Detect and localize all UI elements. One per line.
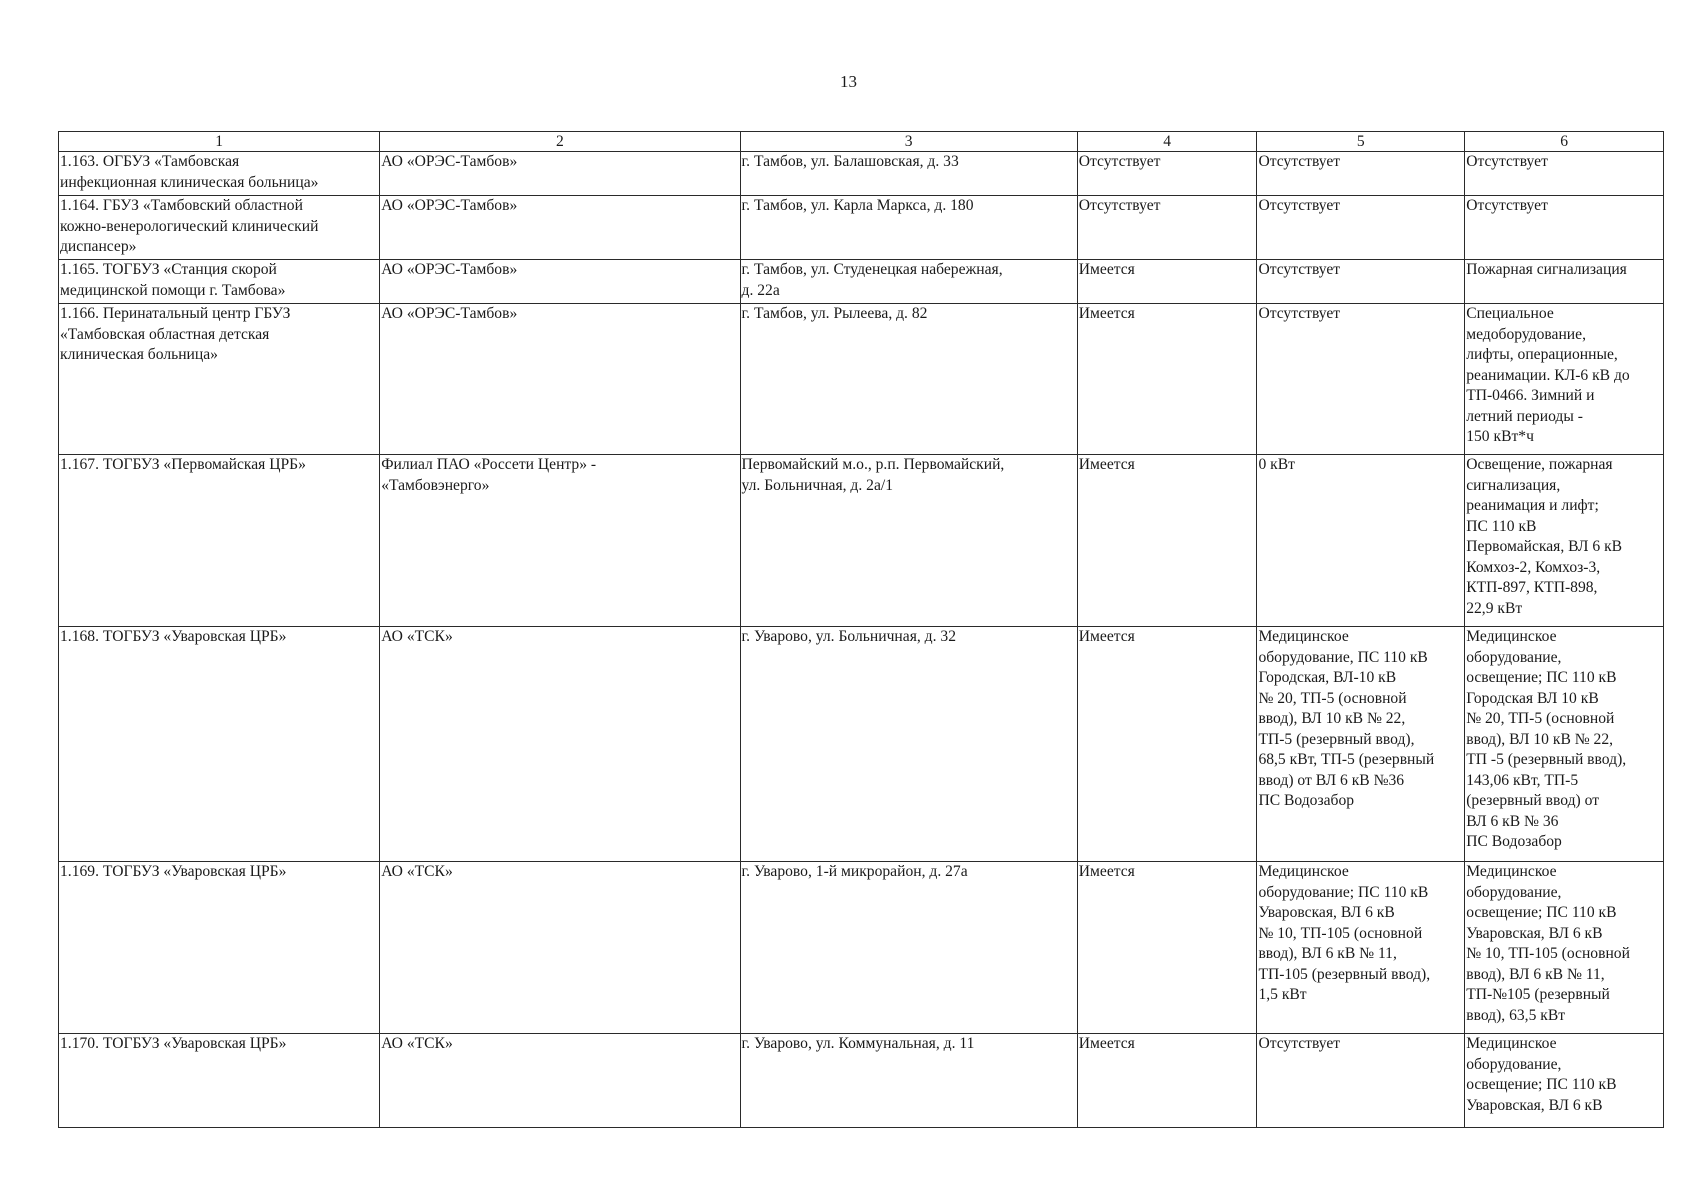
cell-col5: Отсутствует — [1257, 196, 1465, 260]
cell-supplier: АО «ТСК» — [380, 862, 740, 1034]
cell-col4: Имеется — [1077, 260, 1257, 304]
cell-address: г. Тамбов, ул. Балашовская, д. 33 — [740, 152, 1077, 196]
cell-address: Первомайский м.о., р.п. Первомайский, ул. Больничная, д. 2а/1 — [740, 455, 1077, 627]
cell-supplier: АО «ОРЭС-Тамбов» — [380, 304, 740, 455]
cell-institution: 1.170. ТОГБУЗ «Уваровская ЦРБ» — [59, 1034, 380, 1128]
cell-institution: 1.163. ОГБУЗ «Тамбовская инфекционная клиническая больница» — [59, 152, 380, 196]
cell-supplier: АО «ТСК» — [380, 627, 740, 862]
cell-col5: Медицинское оборудование; ПС 110 кВ Уваровская, ВЛ 6 кВ № 10, ТП-105 (основной ввод), ВЛ 6 кВ № 11, ТП-105 (резервный ввод), 1,5 кВт — [1257, 862, 1465, 1034]
cell-col6: Специальное медоборудование, лифты, операционные, реанимации. КЛ-6 кВ до ТП-0466. Зимний и летний периоды - 150 кВт*ч — [1465, 304, 1664, 455]
cell-col4: Отсутствует — [1077, 196, 1257, 260]
table-row — [59, 455, 1664, 627]
table-row — [59, 304, 1664, 455]
column-header-3: 3 — [740, 132, 1077, 152]
column-header-1: 1 — [59, 132, 380, 152]
cell-institution: 1.165. ТОГБУЗ «Станция скорой медицинской помощи г. Тамбова» — [59, 260, 380, 304]
table-row — [59, 152, 1664, 196]
table-row — [59, 196, 1664, 260]
cell-col4: Имеется — [1077, 627, 1257, 862]
cell-address: г. Уварово, ул. Коммунальная, д. 11 — [740, 1034, 1077, 1128]
cell-col5: Отсутствует — [1257, 260, 1465, 304]
cell-col5: Отсутствует — [1257, 304, 1465, 455]
table-row — [59, 260, 1664, 304]
table-row — [59, 862, 1664, 1034]
table-header-row — [59, 132, 1664, 152]
cell-institution: 1.166. Перинатальный центр ГБУЗ «Тамбовская областная детская клиническая больница» — [59, 304, 380, 455]
cell-institution: 1.168. ТОГБУЗ «Уваровская ЦРБ» — [59, 627, 380, 862]
cell-col4: Имеется — [1077, 1034, 1257, 1128]
cell-col6: Пожарная сигнализация — [1465, 260, 1664, 304]
cell-col6: Медицинское оборудование, освещение; ПС 110 кВ Уваровская, ВЛ 6 кВ — [1465, 1034, 1664, 1128]
cell-address: г. Тамбов, ул. Карла Маркса, д. 180 — [740, 196, 1077, 260]
cell-col5: 0 кВт — [1257, 455, 1465, 627]
cell-col4: Отсутствует — [1077, 152, 1257, 196]
cell-address: г. Тамбов, ул. Студенецкая набережная, д. 22а — [740, 260, 1077, 304]
cell-supplier: АО «ОРЭС-Тамбов» — [380, 152, 740, 196]
cell-institution: 1.164. ГБУЗ «Тамбовский областной кожно-венерологический клинический диспансер» — [59, 196, 380, 260]
cell-col4: Имеется — [1077, 862, 1257, 1034]
column-header-4: 4 — [1077, 132, 1257, 152]
column-header-2: 2 — [380, 132, 740, 152]
cell-col4: Имеется — [1077, 304, 1257, 455]
cell-col6: Медицинское оборудование, освещение; ПС 110 кВ Городская ВЛ 10 кВ № 20, ТП-5 (основной ввод), ВЛ 10 кВ № 22, ТП -5 (резервный ввод), 143,06 кВт, ТП-5 (резервный ввод) от ВЛ 6 кВ № 36 ПС Водозабор — [1465, 627, 1664, 862]
column-header-5: 5 — [1257, 132, 1465, 152]
cell-col6: Отсутствует — [1465, 196, 1664, 260]
cell-institution: 1.167. ТОГБУЗ «Первомайская ЦРБ» — [59, 455, 380, 627]
cell-address: г. Уварово, ул. Больничная, д. 32 — [740, 627, 1077, 862]
document-table — [58, 131, 1664, 1128]
cell-col5: Медицинское оборудование, ПС 110 кВ Городская, ВЛ-10 кВ № 20, ТП-5 (основной ввод), ВЛ 10 кВ № 22, ТП-5 (резервный ввод), 68,5 кВт, ТП-5 (резервный ввод) от ВЛ 6 кВ №36 ПС Водозабор — [1257, 627, 1465, 862]
cell-col6: Освещение, пожарная сигнализация, реанимация и лифт; ПС 110 кВ Первомайская, ВЛ 6 кВ Комхоз-2, Комхоз-3, КТП-897, КТП-898, 22,9 кВт — [1465, 455, 1664, 627]
page-number: 13 — [840, 72, 857, 91]
cell-col6: Медицинское оборудование, освещение; ПС 110 кВ Уваровская, ВЛ 6 кВ № 10, ТП-105 (основной ввод), ВЛ 6 кВ № 11, ТП-№105 (резервный ввод), 63,5 кВт — [1465, 862, 1664, 1034]
cell-address: г. Тамбов, ул. Рылеева, д. 82 — [740, 304, 1077, 455]
cell-supplier: АО «ОРЭС-Тамбов» — [380, 196, 740, 260]
cell-col5: Отсутствует — [1257, 1034, 1465, 1128]
cell-supplier: Филиал ПАО «Россети Центр» - «Тамбовэнерго» — [380, 455, 740, 627]
table-row — [59, 627, 1664, 862]
cell-institution: 1.169. ТОГБУЗ «Уваровская ЦРБ» — [59, 862, 380, 1034]
column-header-6: 6 — [1465, 132, 1664, 152]
table-row — [59, 1034, 1664, 1128]
cell-supplier: АО «ТСК» — [380, 1034, 740, 1128]
cell-col4: Имеется — [1077, 455, 1257, 627]
cell-col6: Отсутствует — [1465, 152, 1664, 196]
cell-col5: Отсутствует — [1257, 152, 1465, 196]
cell-supplier: АО «ОРЭС-Тамбов» — [380, 260, 740, 304]
cell-address: г. Уварово, 1-й микрорайон, д. 27а — [740, 862, 1077, 1034]
